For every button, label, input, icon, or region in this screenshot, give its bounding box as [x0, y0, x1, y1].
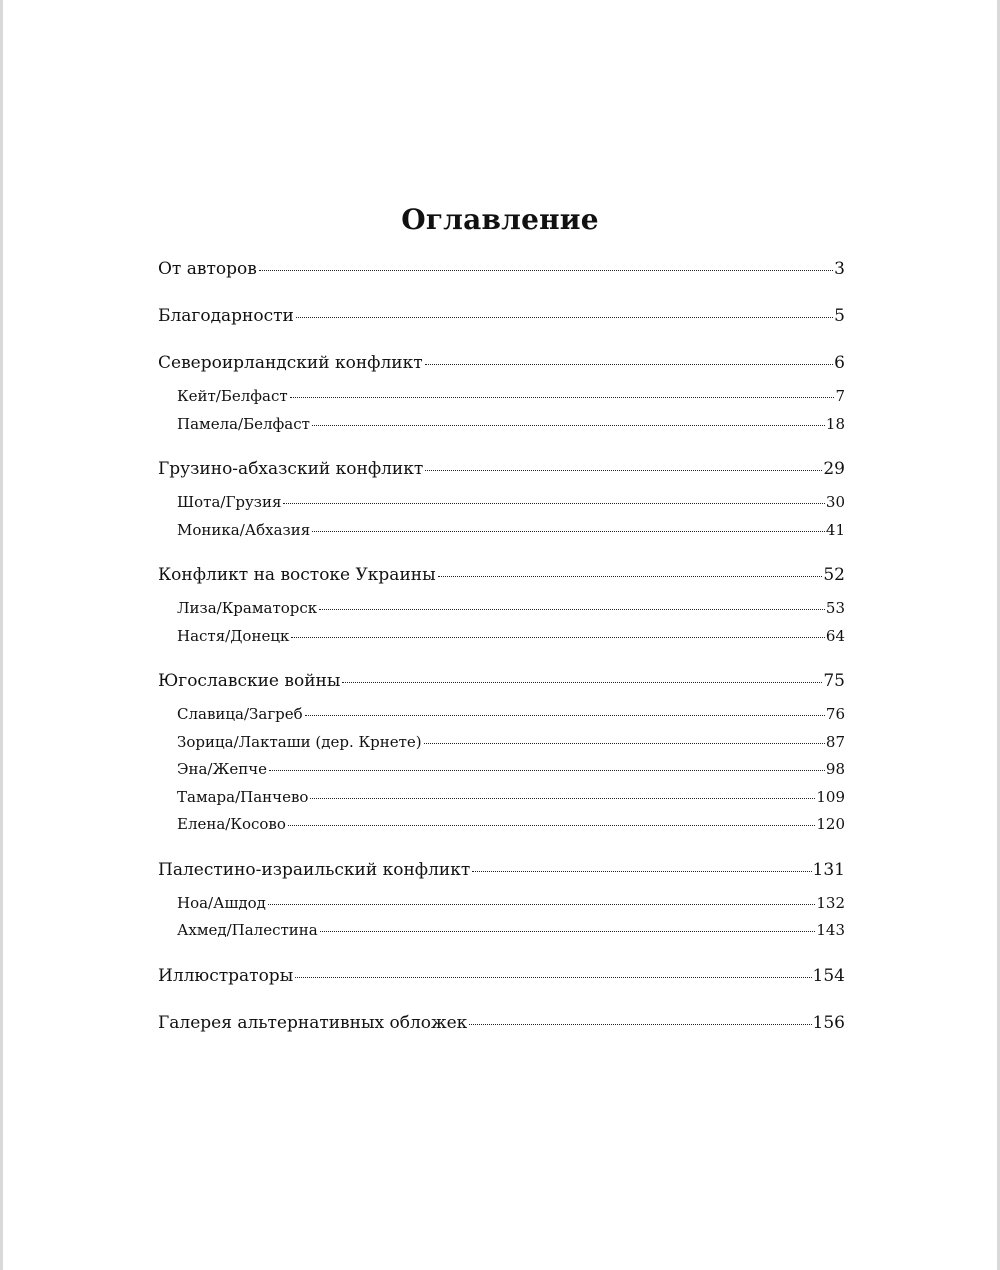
toc-subentry-label: Елена/Косово: [177, 815, 286, 833]
dot-leader: [342, 682, 822, 683]
toc-entry-page: 75: [823, 671, 845, 691]
toc-subentry-label: Славица/Загреб: [177, 705, 303, 723]
toc-entry-page: 154: [812, 965, 845, 986]
toc-subentry-label: Лиза/Краматорск: [177, 599, 318, 617]
dot-leader: [291, 637, 825, 638]
toc-subentry-page: 30: [825, 493, 845, 511]
toc-subentry-label: Кейт/Белфаст: [177, 387, 288, 405]
toc-entry[interactable]: [158, 560, 845, 591]
dot-leader: [290, 397, 835, 398]
toc-entry-page: 131: [812, 859, 845, 880]
toc-subentry[interactable]: [158, 411, 845, 439]
page-title: Оглавление: [401, 203, 599, 236]
toc-subentry-label: Ахмед/Палестина: [177, 921, 318, 939]
toc-subentry[interactable]: [158, 701, 845, 729]
toc-subentry-label: Тамара/Панчево: [177, 787, 309, 806]
dot-leader: [472, 871, 811, 872]
toc-entry-page: 29: [823, 459, 845, 479]
toc-entry[interactable]: [158, 666, 845, 697]
toc-entry-label: Иллюстраторы: [158, 965, 294, 986]
dot-leader: [425, 470, 822, 471]
toc-subentry-label: Шота/Грузия: [177, 493, 282, 511]
toc-subentry-page: 53: [825, 599, 845, 617]
toc-subentry-label: Моника/Абхазия: [177, 520, 311, 539]
toc-subentry-page: 41: [825, 520, 845, 539]
dot-leader: [310, 798, 815, 799]
toc-subentry-label: Ноа/Ашдод: [177, 893, 266, 912]
dot-leader: [312, 531, 825, 532]
toc-subentry-page: 120: [816, 815, 845, 833]
dot-leader: [319, 609, 825, 610]
table-of-contents: [158, 254, 845, 1039]
toc-entry[interactable]: [158, 454, 845, 485]
toc-entry-page: 3: [834, 259, 845, 279]
dot-leader: [320, 931, 816, 932]
toc-subentry[interactable]: [158, 784, 845, 812]
dot-leader: [259, 270, 833, 271]
toc-subentry-page: 64: [825, 626, 845, 645]
toc-entry-label: От авторов: [158, 259, 257, 279]
toc-subentry-label: Настя/Донецк: [177, 626, 290, 645]
toc-subentry[interactable]: [158, 517, 845, 545]
dot-leader: [296, 317, 833, 318]
toc-entry-page: 52: [823, 565, 845, 585]
toc-entry-page: 5: [834, 306, 845, 326]
dot-leader: [424, 743, 825, 744]
toc-subentry[interactable]: [158, 383, 845, 411]
toc-subentry[interactable]: [158, 489, 845, 517]
dot-leader: [305, 715, 825, 716]
toc-subentry-page: 109: [816, 787, 845, 806]
toc-entry-label: Грузино-абхазский конфликт: [158, 459, 424, 479]
toc-entry[interactable]: [158, 961, 845, 992]
toc-subentry-page: 87: [825, 732, 845, 751]
toc-entry[interactable]: [158, 254, 845, 285]
toc-entry[interactable]: [158, 1008, 845, 1039]
toc-subentry-label: Эна/Жепче: [177, 760, 267, 778]
dot-leader: [425, 364, 834, 365]
toc-subentry-page: 143: [816, 921, 845, 939]
dot-leader: [312, 425, 825, 426]
dot-leader: [438, 576, 823, 577]
toc-subentry-page: 98: [825, 760, 845, 778]
dot-leader: [268, 904, 815, 905]
toc-subentry[interactable]: [158, 917, 845, 945]
page-edge-left: [0, 0, 3, 1270]
toc-entry-label: Галерея альтернативных обложек: [158, 1012, 468, 1033]
toc-subentry-label: Зорица/Лакташи (дер. Крнете): [177, 732, 422, 751]
toc-subentry[interactable]: [158, 623, 845, 651]
toc-entry-label: Конфликт на востоке Украины: [158, 565, 436, 585]
toc-entry-label: Североирландский конфликт: [158, 353, 423, 373]
dot-leader: [469, 1024, 811, 1025]
toc-entry-label: Палестино-израильский конфликт: [158, 859, 471, 880]
toc-entry-label: Благодарности: [158, 306, 294, 326]
toc-subentry[interactable]: [158, 595, 845, 623]
dot-leader: [295, 977, 811, 978]
toc-subentry-page: 76: [825, 705, 845, 723]
toc-subentry-page: 132: [816, 893, 845, 912]
toc-entry-page: 6: [834, 353, 845, 373]
toc-entry[interactable]: [158, 855, 845, 886]
toc-entry[interactable]: [158, 348, 845, 379]
toc-entry-page: 156: [812, 1012, 845, 1033]
toc-subentry[interactable]: [158, 756, 845, 784]
dot-leader: [283, 503, 824, 504]
toc-subentry-label: Памела/Белфаст: [177, 414, 310, 433]
dot-leader: [288, 825, 815, 826]
toc-subentry[interactable]: [158, 890, 845, 918]
toc-subentry[interactable]: [158, 729, 845, 757]
toc-entry-label: Югославские войны: [158, 671, 341, 691]
toc-subentry-page: 18: [825, 414, 845, 433]
toc-subentry-page: 7: [835, 387, 845, 405]
toc-subentry[interactable]: [158, 811, 845, 839]
toc-entry[interactable]: [158, 301, 845, 332]
dot-leader: [269, 770, 825, 771]
